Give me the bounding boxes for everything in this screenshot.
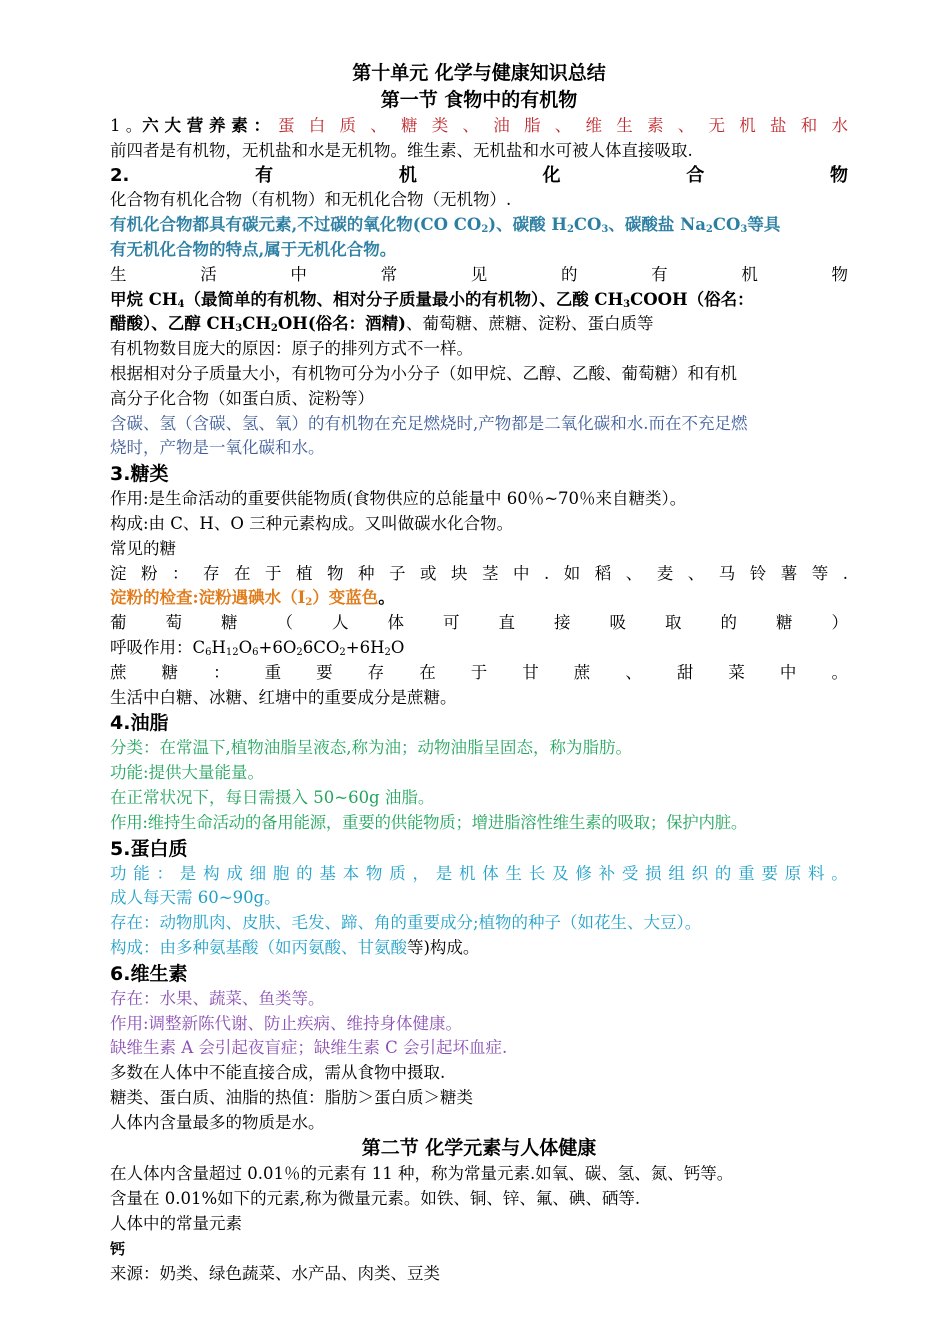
heat-values: 糖类、蛋白质、油脂的热值：脂肪＞蛋白质＞糖类 [110, 1087, 473, 1107]
starch-char: 薯 [780, 563, 798, 583]
nutrients-note: 前四者是有机物，无机盐和水是无机物。维生素、无机盐和水可被人体直接吸取. [110, 140, 693, 160]
starch-char: 子 [389, 563, 406, 583]
glucose-char: 可 [443, 613, 460, 633]
combustion-2: 烧时，产物是一氧化碳和水。 [110, 438, 325, 458]
starch-char: 物 [327, 563, 344, 583]
nutrient-char: 机 [739, 116, 756, 135]
organic-heading-char: 2. [110, 164, 130, 186]
sucrose-char: 重 [264, 662, 282, 682]
macro-elements: 在人体内含量超过 0.01％的元素有 11 种，称为常量元素.如氧、碳、氢、氮、钙等。 [110, 1164, 734, 1184]
protein-function-char: 功 [110, 863, 127, 883]
combustion-1: 含碳、氢（含碳、氢、氧）的有机物在充足燃烧时,产物都是二氧化碳和水.而在不充足燃 [110, 413, 748, 433]
compound-classes: 化合物有机化合物（有机物）和无机化合物（无机物）. [110, 190, 512, 210]
organic-heading-char: 有 [255, 164, 274, 186]
glucose-char: 的 [720, 613, 737, 633]
sucrose-note: 生活中白糖、冰糖、红塘中的重要成分是蔗糖。 [110, 687, 457, 707]
glucose-char: 糖 [776, 613, 793, 633]
fats-daily-intake: 在正常状况下，每日需摄入 50~60g 油脂。 [110, 787, 435, 807]
nutrients-label: 六 大 营 养 素 ： [142, 116, 270, 135]
sucrose-char: 要 [316, 662, 333, 682]
sucrose-char: 于 [470, 662, 488, 682]
macro-elements-heading: 人体中的常量元素 [110, 1214, 242, 1234]
protein-function-char: 本 [342, 863, 360, 883]
fats-heading: 4.油脂 [110, 712, 169, 735]
nutrient-char: 、 [370, 116, 387, 135]
protein-function-char: ， [412, 863, 429, 883]
starch-char: 铃 [749, 563, 767, 583]
common-organics-char: 见 [470, 264, 488, 284]
glucose-char: （ [276, 613, 293, 633]
protein-function-char: 织 [691, 863, 709, 883]
protein-function-char: 构 [203, 863, 220, 883]
protein-function-char: 损 [645, 863, 662, 883]
vitamins-sources: 存在：水果、蔬菜、鱼类等。 [110, 988, 325, 1008]
protein-function-char: 生 [505, 863, 523, 883]
protein-function-char: 重 [738, 863, 755, 883]
nutrients-line [110, 114, 848, 139]
nutrient-char: 白 [308, 116, 326, 135]
starch-char: 、 [687, 563, 705, 583]
protein-composition: 构成：由多种氨基酸（如丙氨酸、甘氨酸等)构成。 [110, 937, 480, 957]
fats-role: 作用:维持生命活动的备用能源，重要的供能物质；增进脂溶性维生素的吸取；保护内脏。 [110, 812, 748, 832]
starch-char: 如 [563, 563, 581, 583]
starch-char: 在 [234, 563, 251, 583]
protein-sources: 存在：动物肌肉、皮肤、毛发、蹄、角的重要成分;植物的种子（如花生、大豆）。 [110, 913, 702, 933]
glucose-char: 糖 [221, 613, 238, 633]
glucose-char: ） [831, 613, 848, 633]
protein-function-char: 机 [458, 863, 476, 883]
nutrients-number: 1 。 [110, 116, 143, 135]
organic-heading-char: 物 [829, 164, 848, 186]
molecule-size-2: 高分子化合物（如蛋白质、淀粉等） [110, 388, 374, 408]
sucrose-char: 甘 [522, 662, 539, 682]
protein-function-char: 质 [389, 863, 406, 883]
fats-function: 功能:提供大量能量。 [110, 763, 265, 783]
starch-test: 淀粉的检查:淀粉遇碘水$(I_2)$变蓝色。 [110, 588, 395, 609]
protein-function [110, 862, 848, 887]
protein-function-char: 组 [668, 863, 685, 883]
water-note: 人体内含量最多的物质是水。 [110, 1112, 325, 1132]
vitamins-deficiency: 缺维生素 A 会引起夜盲症；缺维生素 C 会引起坏血症. [110, 1038, 508, 1058]
starch-char: 稻 [594, 563, 612, 583]
glucose-char: 体 [387, 613, 404, 633]
glucose-line [110, 611, 848, 636]
common-organics-heading [110, 263, 848, 288]
protein-function-char: 及 [552, 863, 569, 883]
organic-heading-char: 化 [542, 164, 561, 186]
nutrient-char: 、 [554, 116, 572, 135]
nutrient-char: 盐 [769, 116, 787, 135]
glucose-char: 葡 [110, 613, 127, 633]
nutrient-char: 水 [831, 116, 848, 135]
section-title: 第一节 食物中的有机物 [380, 89, 578, 111]
sugars-composition: 构成:由 C、H、O 三种元素构成。又叫做碳水化合物。 [110, 513, 514, 533]
protein-function-char: 。 [831, 863, 848, 883]
glucose-char: 人 [332, 613, 349, 633]
nutrient-char: 脂 [523, 116, 541, 135]
organic-definition-cont: 有无机化合物的特点,属于无机化合物。 [110, 239, 397, 259]
nutrient-char: 、 [462, 116, 479, 135]
starch-char: 、 [625, 563, 643, 583]
common-organics-char: 物 [831, 264, 848, 284]
sucrose-char: 糖 [161, 662, 179, 682]
starch-line [110, 562, 848, 587]
sugars-use: 作用:是生命活动的重要供能物质(食物供应的总能量中 60％~70％来自糖类）。 [110, 489, 687, 509]
starch-char: 种 [358, 563, 375, 583]
protein-function-char: 能 [133, 863, 150, 883]
respiration-equation: 呼吸作用：$C_6H_{12}O_6+6O_26CO_2+6H_2O$ [110, 637, 405, 658]
sucrose-char: 菜 [728, 662, 745, 682]
vitamins-role: 作用:调整新陈代谢、防止疾病、维持身体健康。 [110, 1013, 463, 1033]
section2-title: 第二节 化学元素与人体健康 [361, 1137, 597, 1160]
starch-char: 淀 [110, 563, 127, 583]
nutrient-char: 生 [616, 116, 633, 135]
fats-classification: 分类：在常温下,植物油脂呈液态,称为油；动物油脂呈固态，称为脂肪。 [110, 738, 632, 758]
sucrose-char: 中 [779, 662, 797, 682]
sucrose-char: 在 [419, 662, 436, 682]
starch-char: 等 [811, 563, 829, 583]
glucose-char: 萄 [165, 613, 182, 633]
glucose-char: 取 [665, 613, 682, 633]
organics-reason: 有机物数目庞大的原因：原子的排列方式不一样。 [110, 339, 473, 359]
protein-daily: 成人每天需 60~90g。 [110, 888, 281, 908]
glucose-char: 接 [554, 613, 571, 633]
protein-function-char: 体 [482, 863, 499, 883]
protein-function-char: 是 [179, 863, 197, 883]
sucrose-line [110, 661, 848, 686]
glucose-char: 直 [498, 613, 515, 633]
protein-function-char: 是 [435, 863, 453, 883]
nutrient-char: 类 [431, 116, 449, 135]
common-organics-char: 常 [380, 264, 398, 284]
nutrients-list [278, 114, 848, 139]
protein-function-char: 修 [575, 863, 592, 883]
starch-char: 块 [451, 563, 468, 583]
common-organics-char: 有 [651, 264, 668, 284]
nutrient-char: 糖 [400, 116, 418, 135]
nutrient-char: 油 [493, 116, 510, 135]
starch-char: 于 [265, 563, 282, 583]
organic-heading-char: 合 [686, 164, 705, 186]
sucrose-char: 蔗 [110, 662, 127, 682]
starch-char: . [842, 563, 848, 583]
protein-function-char: 的 [714, 863, 732, 883]
nutrient-char: 质 [339, 116, 356, 135]
starch-char: . [544, 563, 550, 583]
common-organics-char: 生 [110, 264, 127, 284]
protein-function-char: 料 [807, 863, 825, 883]
sucrose-char: 存 [367, 662, 385, 682]
molecule-size-1: 根据相对分子质量大小，有机物可分为小分子（如甲烷、乙醇、乙酸、葡萄糖）和有机 [110, 363, 737, 383]
nutrient-char: 无 [708, 116, 725, 135]
protein-function-char: 基 [319, 863, 336, 883]
calcium-heading: 钙 [110, 1239, 126, 1258]
common-organics-char: 的 [560, 264, 578, 284]
protein-function-char: 成 [226, 863, 243, 883]
common-organics-2: 醋酸）、乙醇 $CH_3CH_2OH$(俗名：酒精)、葡萄糖、蔗糖、淀粉、蛋白质等 [110, 314, 654, 335]
protein-function-char: 物 [365, 863, 383, 883]
starch-char: 植 [296, 563, 313, 583]
protein-function-char: 长 [528, 863, 546, 883]
common-organics-char: 中 [290, 264, 307, 284]
vitamins-heading: 6.维生素 [110, 962, 188, 985]
sucrose-char: ： [213, 662, 230, 682]
protein-function-char: 要 [761, 863, 778, 883]
nutrient-char: 素 [646, 116, 664, 135]
nutrient-char: 维 [585, 116, 602, 135]
protein-function-char: 补 [598, 863, 616, 883]
starch-char: 或 [420, 563, 437, 583]
organic-definition: 有机化合物都具有碳元素,不过碳的氧化物(CO $CO_2$)、碳酸 $H_2CO_3$、碳酸盐 $Na_2CO_3$等具 [110, 215, 781, 236]
unit-title: 第十单元 化学与健康知识总结 [352, 62, 606, 84]
calcium-sources: 来源：奶类、绿色蔬菜、水产品、肉类、豆类 [110, 1263, 440, 1283]
common-organics-1: 甲烷 $CH_4$（最简单的有机物、相对分子质量最小的有机物）、乙酸 $CH_3COOH$（俗名： [110, 289, 754, 310]
trace-elements: 含量在 0.01%如下的元素,称为微量元素。如铁、铜、锌、氟、碘、硒等. [110, 1189, 641, 1209]
nutrient-char: 、 [677, 116, 695, 135]
protein-function-char: 的 [296, 863, 313, 883]
starch-char: 中 [513, 563, 530, 583]
common-organics-char: 机 [741, 264, 758, 284]
sucrose-char: 甜 [676, 662, 694, 682]
organic-heading [110, 164, 848, 189]
organic-heading-char: 机 [398, 164, 417, 186]
sucrose-char: 、 [625, 662, 642, 682]
starch-char: 茎 [482, 563, 499, 583]
protein-function-char: ： [156, 863, 174, 883]
protein-function-char: 原 [784, 863, 802, 883]
starch-char: 麦 [656, 563, 674, 583]
starch-char: 马 [718, 563, 736, 583]
starch-char: 粉 [141, 563, 158, 583]
nutrient-char: 蛋 [277, 116, 295, 135]
sugars-heading: 3.糖类 [110, 463, 169, 486]
vitamins-intake: 多数在人体中不能直接合成，需从食物中摄取. [110, 1063, 446, 1083]
nutrient-char: 和 [800, 116, 818, 135]
sucrose-char: 。 [831, 662, 848, 682]
protein-function-char: 受 [621, 863, 639, 883]
document-page [110, 60, 848, 1286]
glucose-char: 吸 [609, 613, 626, 633]
protein-function-char: 胞 [272, 863, 290, 883]
sucrose-char: 蔗 [573, 662, 591, 682]
common-organics-char: 活 [200, 264, 217, 284]
common-sugars: 常见的糖 [110, 538, 176, 558]
starch-char: 存 [203, 563, 220, 583]
protein-heading: 5.蛋白质 [110, 837, 188, 860]
protein-function-char: 细 [249, 863, 267, 883]
starch-char: ： [172, 563, 189, 583]
